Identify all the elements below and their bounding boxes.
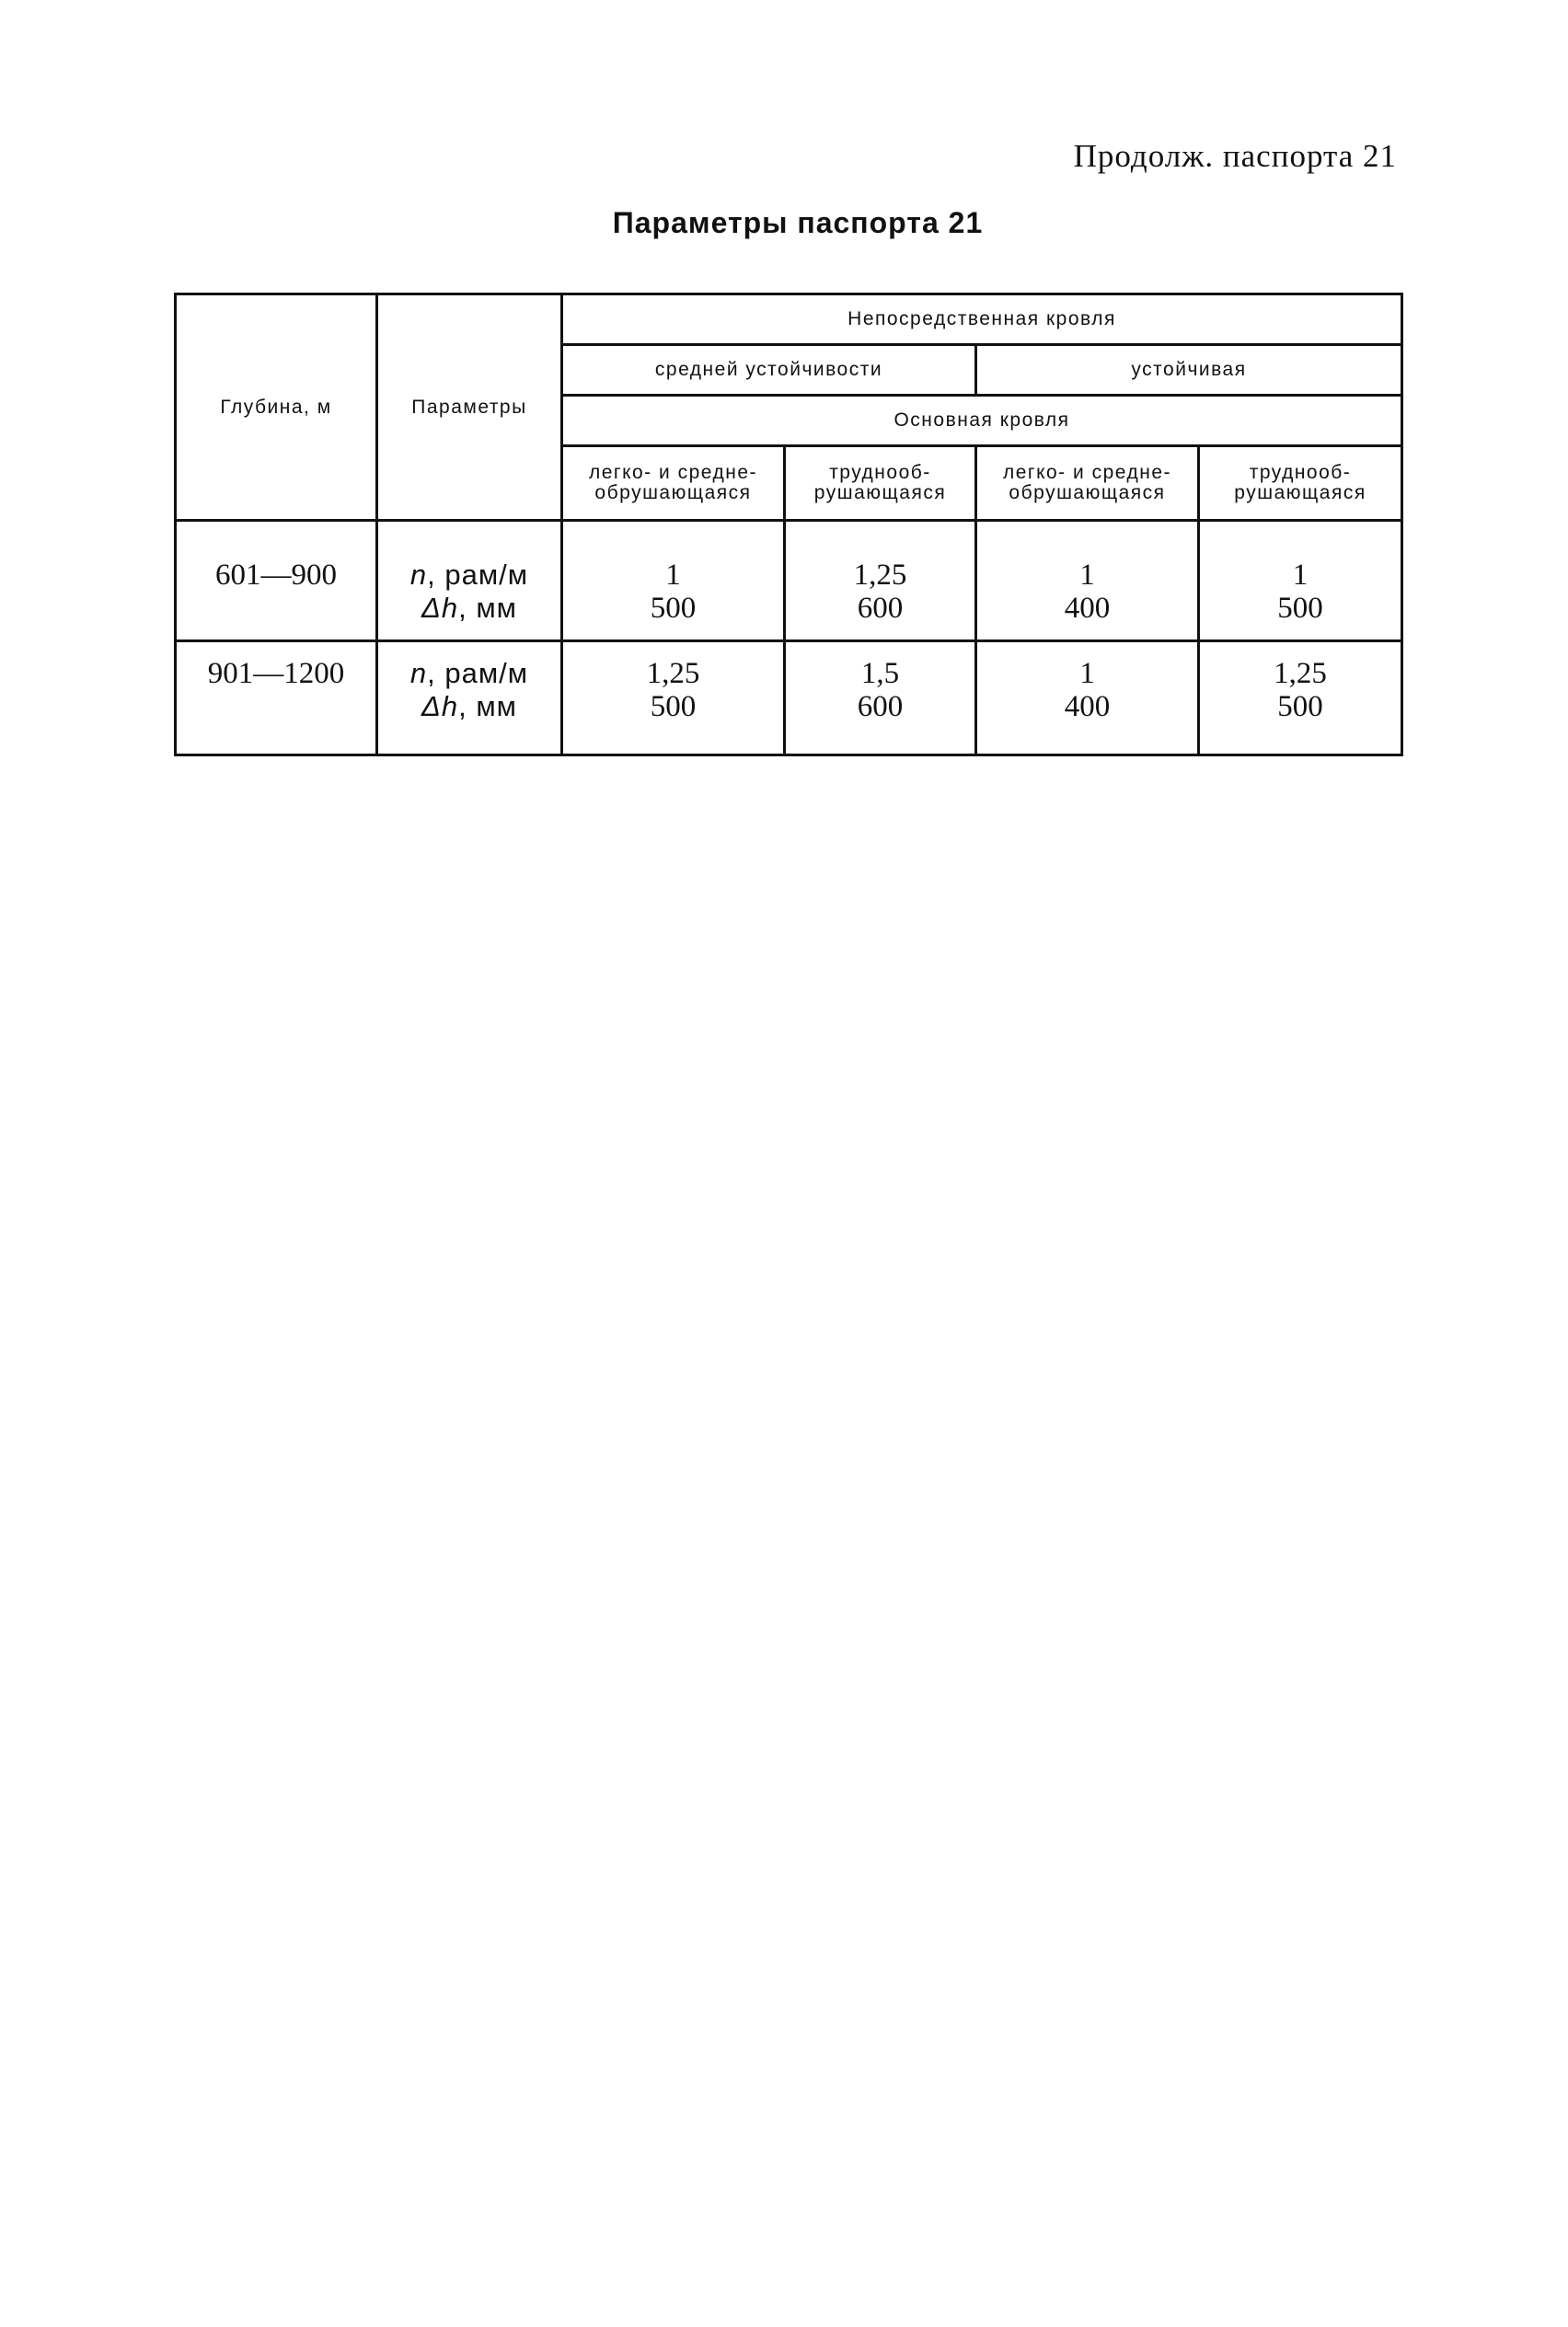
header-main-roof: Основная кровля [562, 396, 1402, 446]
parameters-table [174, 293, 1403, 756]
param-dh [378, 690, 560, 723]
value-cell [562, 521, 785, 641]
header-easy-line-1: легко- и средне- [1002, 462, 1171, 483]
value-n: 1,5 [860, 657, 900, 690]
header-stable: устойчивая [976, 345, 1402, 396]
param-dh-symbol: Δh [421, 690, 459, 722]
header-immediate-roof: Непосредственная кровля [562, 294, 1402, 345]
value-dh: 500 [650, 690, 697, 723]
continuation-note: Продолж. паспорта 21 [1073, 138, 1397, 174]
value-dh: 600 [857, 592, 904, 625]
value-n: 1,25 [853, 559, 907, 592]
table-row [176, 641, 1402, 755]
param-dh-symbol: Δh [421, 592, 459, 624]
value-dh: 400 [1064, 592, 1111, 625]
params-cell [377, 641, 562, 755]
param-dh-unit: , мм [458, 592, 517, 624]
value-n: 1,25 [1274, 657, 1327, 690]
value-cell [1199, 521, 1402, 641]
header-hard-line-2: рушающаяся [1234, 482, 1366, 503]
value-dh: 500 [650, 592, 697, 625]
value-cell [562, 641, 785, 755]
param-dh-unit: , мм [458, 690, 517, 722]
value-dh: 600 [857, 690, 904, 723]
param-n [378, 559, 560, 592]
header-easy-line-1: легко- и средне- [588, 462, 757, 483]
value-dh: 500 [1277, 592, 1323, 625]
header-depth: Глубина, м [176, 294, 377, 521]
header-hard-line-1: труднооб- [1249, 462, 1352, 483]
param-n [378, 657, 560, 690]
value-dh: 500 [1277, 690, 1323, 723]
header-easy-collapse-2 [976, 446, 1199, 521]
depth-cell: 601—900 [176, 521, 377, 641]
header-hard-line-2: рушающаяся [813, 482, 947, 503]
param-dh [378, 592, 560, 625]
header-hard-collapse-2 [1199, 446, 1402, 521]
table-title: Параметры паспорта 21 [612, 206, 984, 239]
value-cell [976, 521, 1199, 641]
value-cell [1199, 641, 1402, 755]
header-params: Параметры [377, 294, 562, 521]
table-row [176, 521, 1402, 641]
header-medium-stability: средней устойчивости [562, 345, 976, 396]
value-n: 1,25 [646, 657, 700, 690]
value-n: 1 [665, 559, 681, 592]
param-n-symbol: n [409, 559, 428, 591]
params-cell [377, 521, 562, 641]
header-easy-line-2: обрушающаяся [594, 482, 752, 503]
param-n-symbol: n [409, 657, 428, 689]
param-n-unit: , рам/м [427, 559, 529, 591]
value-n: 1 [1292, 559, 1309, 592]
header-hard-collapse-1 [785, 446, 976, 521]
value-n: 1 [1079, 559, 1095, 592]
header-easy-line-2: обрушающаяся [1009, 482, 1166, 503]
header-hard-line-1: труднооб- [829, 462, 931, 483]
param-n-unit: , рам/м [427, 657, 529, 689]
value-dh: 400 [1064, 690, 1111, 723]
value-cell [785, 641, 976, 755]
value-cell [785, 521, 976, 641]
value-n: 1 [1079, 657, 1095, 690]
depth-cell: 901—1200 [176, 641, 377, 755]
value-cell [976, 641, 1199, 755]
header-row-1 [176, 294, 1402, 345]
header-easy-collapse-1 [562, 446, 785, 521]
